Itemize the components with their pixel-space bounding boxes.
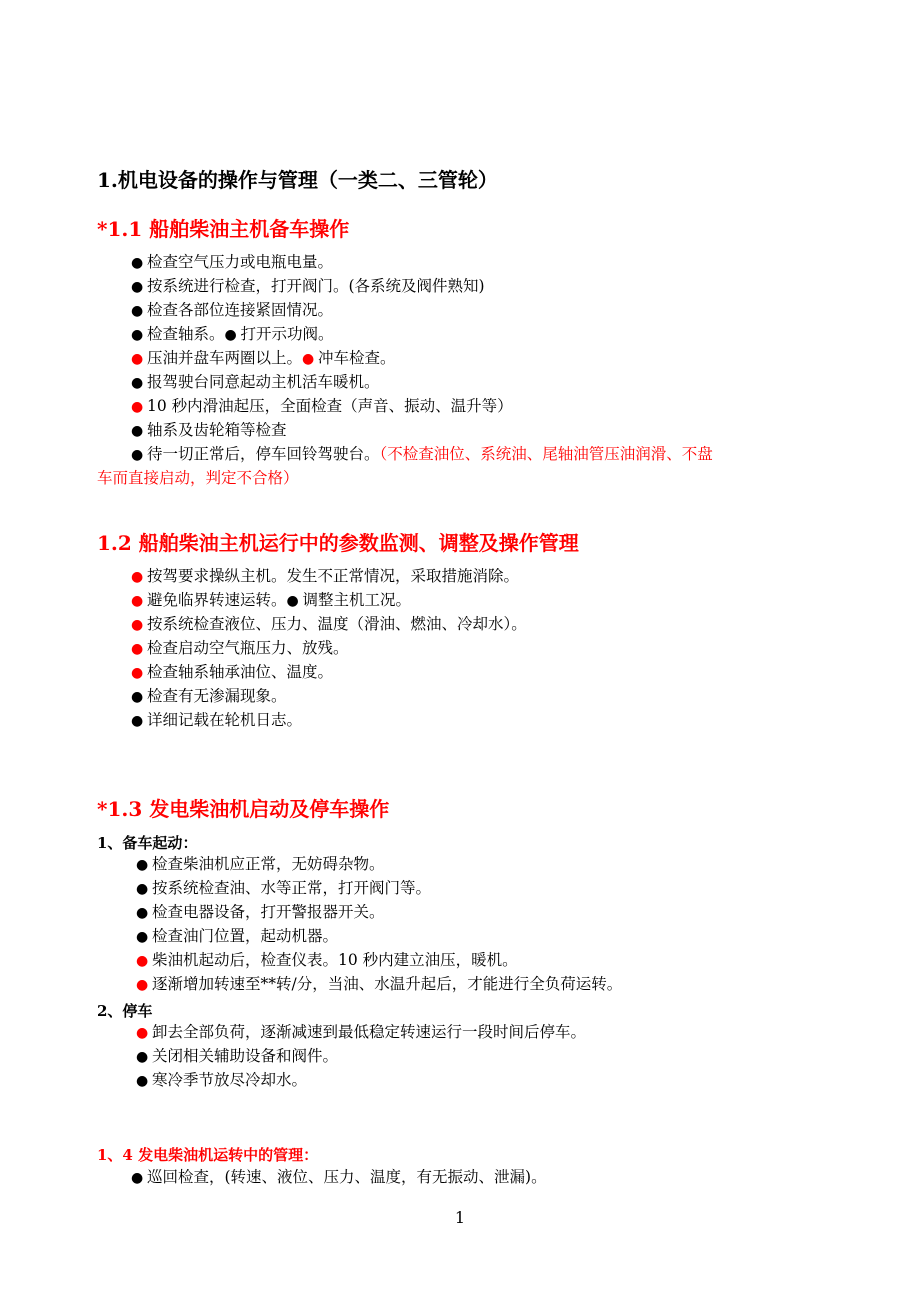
bullet-icon: ● [131, 641, 144, 657]
list-item: ● 柴油机起动后，检查仪表。10 秒内建立油压，暖机。 [136, 949, 518, 972]
bullet-icon: ● [136, 953, 149, 969]
bullet-icon: ● [136, 905, 149, 921]
warning-note-continued: 车而直接启动，判定不合格） [97, 469, 299, 487]
list-item: ● 检查柴油机应正常，无妨碍杂物。 [136, 853, 385, 876]
bullet-icon: ● [136, 1049, 149, 1065]
bullet-icon: ● [136, 1073, 149, 1089]
bullet-icon: ● [131, 255, 144, 271]
subsection-heading: 1、备车起动： [97, 834, 198, 852]
bullet-icon: ● [131, 713, 144, 729]
bullet-icon: ● [224, 327, 237, 343]
bullet-icon: ● [131, 279, 144, 295]
bullet-icon: ● [131, 423, 144, 439]
bullet-icon: ● [131, 351, 144, 367]
bullet-icon: ● [131, 447, 144, 463]
list-item: ● 卸去全部负荷，逐渐减速到最低稳定转速运行一段时间后停车。 [136, 1021, 586, 1044]
bullet-icon: ● [136, 857, 149, 873]
list-item: ● 检查各部位连接紧固情况。 [131, 299, 333, 322]
section-1-3-heading: *1.3 发电柴油机启动及停车操作 [97, 797, 390, 821]
bullet-icon: ● [131, 327, 144, 343]
list-item: ● 待一切正常后，停车回铃驾驶台。（不检查油位、系统油、尾轴油管压油润滑、不盘 [131, 443, 713, 466]
section-1-1-heading: *1.1 船舶柴油主机备车操作 [97, 217, 350, 241]
list-item: ● 检查启动空气瓶压力、放残。 [131, 637, 349, 660]
bullet-icon: ● [136, 881, 149, 897]
list-item: ● 避免临界转速运转。● 调整主机工况。 [131, 589, 411, 612]
list-item: ● 10 秒内滑油起压，全面检查（声音、振动、温升等） [131, 395, 513, 418]
section-1-2-heading: 1.2 船舶柴油主机运行中的参数监测、调整及操作管理 [97, 531, 579, 555]
list-item: ● 检查轴系轴承油位、温度。 [131, 661, 333, 684]
bullet-icon: ● [286, 593, 299, 609]
bullet-icon: ● [136, 977, 149, 993]
list-item: ● 按系统检查液位、压力、温度（滑油、燃油、冷却水）。 [131, 613, 527, 636]
warning-note: （不检查油位、系统油、尾轴油管压油润滑、不盘 [379, 445, 713, 463]
page-title: 1.机电设备的操作与管理（一类二、三管轮） [97, 168, 498, 192]
list-item: ● 详细记载在轮机日志。 [131, 709, 302, 732]
bullet-icon: ● [131, 665, 144, 681]
subsection-heading: 2、停车 [97, 1002, 153, 1020]
bullet-icon: ● [131, 399, 144, 415]
list-item: ● 压油并盘车两圈以上。● 冲车检查。 [131, 347, 396, 370]
bullet-icon: ● [131, 303, 144, 319]
list-item: ● 巡回检查，(转速、液位、压力、温度，有无振动、泄漏)。 [131, 1166, 547, 1189]
bullet-icon: ● [131, 375, 144, 391]
list-item: ● 按驾要求操纵主机。发生不正常情况，采取措施消除。 [131, 565, 519, 588]
section-1-4-heading: 1、4 发电柴油机运转中的管理： [97, 1146, 319, 1164]
bullet-icon: ● [136, 1025, 149, 1041]
list-item: ● 报驾驶台同意起动主机活车暖机。 [131, 371, 380, 394]
list-item: ● 关闭相关辅助设备和阀件。 [136, 1045, 338, 1068]
list-item: ● 逐渐增加转速至**转/分，当油、水温升起后，才能进行全负荷运转。 [136, 973, 622, 996]
list-item: ● 轴系及齿轮箱等检查 [131, 419, 287, 442]
bullet-icon: ● [131, 617, 144, 633]
list-item: ● 检查空气压力或电瓶电量。 [131, 251, 333, 274]
bullet-icon: ● [131, 569, 144, 585]
bullet-icon: ● [131, 593, 144, 609]
bullet-icon: ● [136, 929, 149, 945]
list-item: ● 按系统检查油、水等正常，打开阀门等。 [136, 877, 431, 900]
page-number: 1 [454, 1208, 466, 1227]
list-item: ● 检查有无渗漏现象。 [131, 685, 287, 708]
bullet-icon: ● [131, 689, 144, 705]
list-item: ● 检查电器设备，打开警报器开关。 [136, 901, 385, 924]
list-item: ● 寒冷季节放尽冷却水。 [136, 1069, 307, 1092]
bullet-icon: ● [302, 351, 315, 367]
list-item: ● 检查油门位置，起动机器。 [136, 925, 338, 948]
bullet-icon: ● [131, 1170, 144, 1186]
list-item: ● 按系统进行检查，打开阀门。(各系统及阀件熟知) [131, 275, 485, 298]
list-item: ● 检查轴系。● 打开示功阀。 [131, 323, 334, 346]
